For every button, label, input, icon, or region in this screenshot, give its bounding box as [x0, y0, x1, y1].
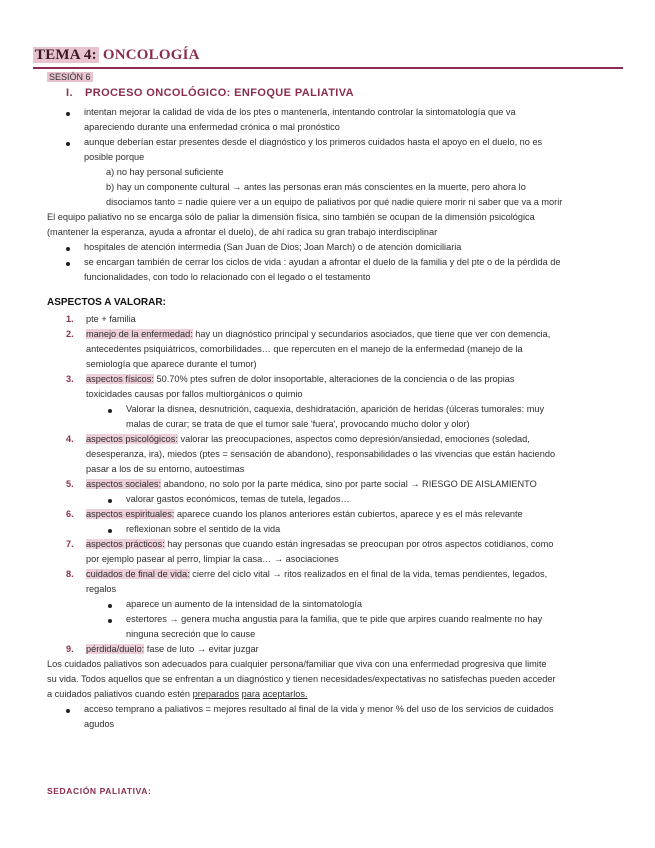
sub-bullet-text: reflexionan sobre el sentido de la vida	[126, 524, 281, 534]
bullet-text: intentan mejorar la calidad de vida de los ptes o mantenerla, intentando controlar la sintomatología que va	[84, 107, 516, 117]
item-text: pasar a los de su entorno, autoestimas	[86, 464, 245, 474]
item-number: 7.	[66, 539, 74, 549]
item-label: aspectos sociales:	[86, 479, 162, 489]
bullet-text: acceso temprano a paliativos = mejores resultado al final de la vida y menor % del uso de los servicios de cuidados	[84, 704, 554, 714]
bullet-dot	[108, 499, 112, 503]
paragraph-line: Los cuidados paliativos son adecuados para cualquier persona/familiar que viva con una enfermedad progresiva que limite	[47, 659, 547, 669]
item-text: regalos	[86, 584, 117, 594]
bullet-text: hospitales de atención intermedia (San Juan de Dios; Joan March) o de atención domiciliaria	[84, 242, 462, 252]
item-number: 2.	[66, 329, 74, 339]
item-label: aspectos espirituales:	[86, 509, 175, 519]
item-text: aspectos sociales: abandono, no solo por la parte médica, sino por parte social → RIESGO DE AISLAMIENTO	[86, 479, 537, 489]
bullet-dot	[66, 112, 70, 116]
sub-item: b) hay un componente cultural → antes las personas eran más conscientes en la muerte, pero ahora lo	[106, 182, 526, 192]
bullet-dot	[66, 262, 70, 266]
underlined-word: para	[241, 689, 261, 699]
underlined-word: preparados	[192, 689, 240, 699]
item-text: por ejemplo pasear al perro, limpiar la casa… → asociaciones	[86, 554, 339, 564]
bullet-dot	[66, 142, 70, 146]
paragraph-line: su vida. Todos aquellos que se enfrentan a un diagnóstico y tienen necesidades/expectativas no satisfechas pueden acceder	[47, 674, 556, 684]
sub-item: disociamos tanto = nadie quiere ver a un equipo de paliativos por qué nadie quiere morir ni saber que va a morir	[106, 197, 563, 207]
sub-bullet-text: ninguna secreción que lo cause	[126, 629, 256, 639]
aspectos-heading: ASPECTOS A VALORAR:	[47, 297, 166, 308]
item-number: 5.	[66, 479, 74, 489]
item-text: semiología que aparece durante el tumor)	[86, 359, 257, 369]
bullet-text: aunque deberían estar presentes desde el diagnóstico y los primeros cuidados hasta el apoyo en el duelo, no es	[84, 137, 543, 147]
title-name: ONCOLOGÍA	[102, 47, 200, 63]
bullet-dot	[66, 709, 70, 713]
section-title: PROCESO ONCOLÓGICO: ENFOQUE PALIATIVA	[85, 87, 355, 99]
item-label: cuidados de final de vida:	[86, 569, 190, 579]
section-heading	[66, 86, 354, 100]
paragraph-line: El equipo paliativo no se encarga sólo de paliar la dimensión física, sino también se ocupan de la dimensión psicológica	[47, 212, 535, 222]
item-text: manejo de la enfermedad: hay un diagnóstico principal y secundarios asociados, que tiene que ver con demencia,	[86, 329, 551, 339]
item-text: pérdida/duelo: fase de luto → evitar juzgar	[86, 644, 259, 654]
title-divider	[33, 67, 623, 69]
bullet-text: apareciendo durante una enfermedad crónica o mal pronóstico	[84, 122, 340, 132]
bullet-text: se encargan también de cerrar los ciclos de vida : ayudan a afrontar el duelo de la familia y del pte o de la pérdida de	[84, 257, 561, 267]
bullet-text: posible porque	[84, 152, 145, 162]
underlined-word: aceptarlos.	[262, 689, 308, 699]
item-text: desesperanza, ira), miedos (ptes = sensación de abandono), responsabilidades o las vivencias que están haciendo	[86, 449, 556, 459]
bullet-dot	[66, 247, 70, 251]
item-text: aspectos físicos: 50.70% ptes sufren de dolor insoportable, alteraciones de la conciencia o de las propias	[86, 374, 515, 384]
sub-bullet-text: estertores → genera mucha angustia para la familia, que te pide que arpires cuando realmente no hay	[126, 614, 543, 624]
sub-item: a) no hay personal suficiente	[106, 167, 224, 177]
sub-bullet-text: Valorar la disnea, desnutrición, caquexia, deshidratación, aparición de heridas (úlceras tumorales: muy	[126, 404, 545, 414]
sub-bullet-text: malas de curar; se trata de que el tumor sale 'fuera', provocando mucho dolor y olor)	[126, 419, 470, 429]
page-title	[33, 46, 200, 64]
bullet-text: funcionalidades, con todo lo relacionado con el legado o el testamento	[84, 272, 371, 282]
bullet-dot	[108, 529, 112, 533]
item-label: pérdida/duelo:	[86, 644, 145, 654]
item-text: cuidados de final de vida: cierre del ciclo vital → ritos realizados en el final de la vida, temas pendientes, legados,	[86, 569, 548, 579]
item-number: 9.	[66, 644, 74, 654]
item-text: toxicidades causas por fallos multiorgánicos o quimio	[86, 389, 303, 399]
item-number: 8.	[66, 569, 74, 579]
bullet-dot	[108, 604, 112, 608]
paragraph-line: (mantener la esperanza, ayuda a afrontar el duelo), de ahí radica su gran trabajo interdisciplinar	[47, 227, 438, 237]
item-number: 1.	[66, 314, 74, 324]
session-label: SESIÓN 6	[49, 72, 91, 82]
item-text: aspectos psicológicos: valorar las preocupaciones, aspectos como depresión/ansiedad, emociones (soledad,	[86, 434, 530, 444]
bullet-dot	[108, 619, 112, 623]
section-number: I.	[66, 87, 73, 99]
paragraph-line: a cuidados paliativos cuando estén preparados para aceptarlos.	[47, 689, 308, 699]
sedacion-heading: SEDACIÓN PALIATIVA:	[47, 786, 152, 796]
bullet-dot	[108, 409, 112, 413]
item-text: pte + familia	[86, 314, 136, 324]
title-tema: TEMA 4:	[35, 47, 97, 63]
sub-bullet-text: aparece un aumento de la intensidad de la sintomatología	[126, 599, 362, 609]
bullet-text: agudos	[84, 719, 115, 729]
item-text: aspectos espirituales: aparece cuando los planos anteriores están cubiertos, aparece y es el más relevante	[86, 509, 523, 519]
item-label: aspectos psicológicos:	[86, 434, 178, 444]
item-text: aspectos prácticos: hay personas que cuando están ingresadas se preocupan por otros aspectos cotidianos, como	[86, 539, 554, 549]
item-text: antecedentes psiquiátricos, comorbilidades… que repercuten en el manejo de la enfermedad (manejo de la	[86, 344, 523, 354]
item-number: 4.	[66, 434, 74, 444]
item-number: 3.	[66, 374, 74, 384]
item-label: aspectos físicos:	[86, 374, 154, 384]
sub-bullet-text: valorar gastos económicos, temas de tutela, legados…	[126, 494, 350, 504]
item-label: manejo de la enfermedad:	[86, 329, 193, 339]
item-number: 6.	[66, 509, 74, 519]
item-label: aspectos prácticos:	[86, 539, 165, 549]
